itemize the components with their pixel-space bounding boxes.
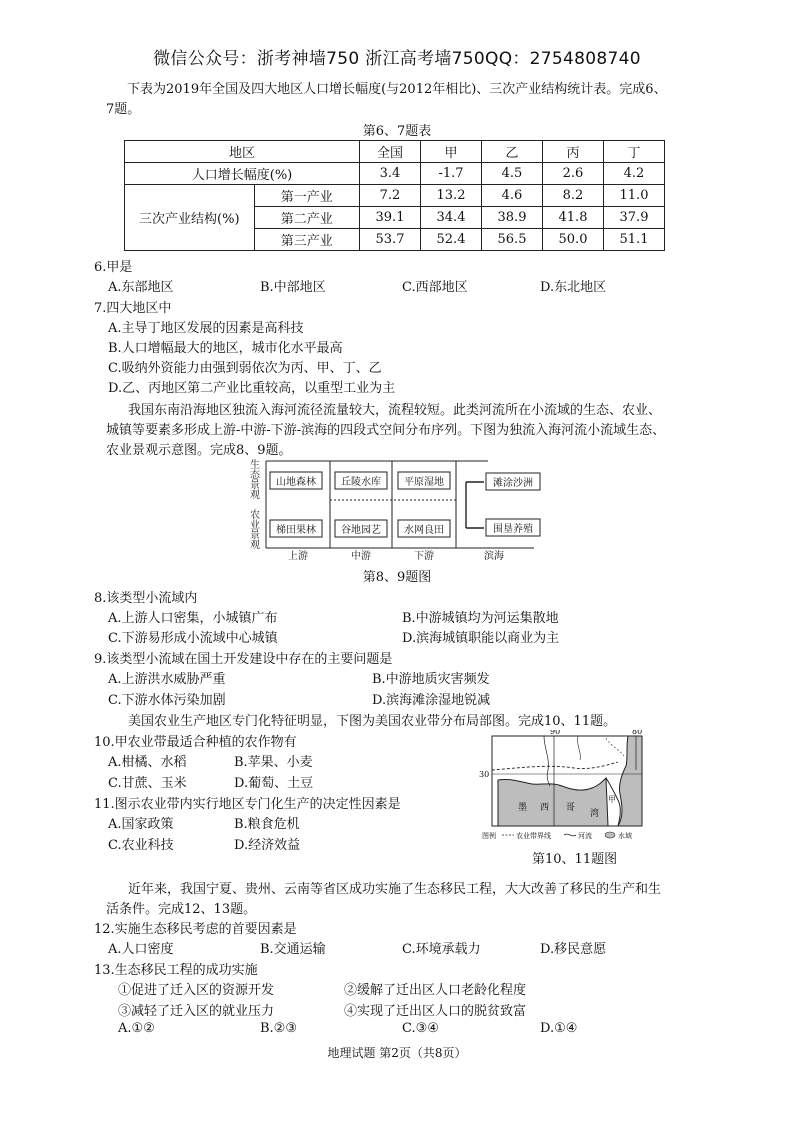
q13-option-d[interactable]: D.①④ bbox=[540, 1021, 578, 1036]
q7-option-d[interactable]: D.乙、丙地区第二产业比重较高，以重型工业为主 bbox=[108, 381, 396, 396]
pop-label: 人口增长幅度(%) bbox=[125, 163, 360, 185]
q6-option-a[interactable]: A.东部地区 bbox=[108, 280, 174, 295]
table-cell: 8.2 bbox=[543, 185, 604, 207]
box-hill-reservoir: 丘陵水库 bbox=[341, 477, 381, 488]
table-cell: 4.5 bbox=[482, 163, 543, 185]
q11-option-c[interactable]: C.农业科技 bbox=[108, 838, 174, 853]
q13-item-2: ②缓解了迁出区人口老龄化程度 bbox=[344, 983, 527, 998]
table-cell: 3.4 bbox=[360, 163, 421, 185]
table-cell: 50.0 bbox=[543, 229, 604, 251]
gulf-label: 墨 bbox=[518, 803, 528, 813]
q12-stem: 12.实施生态移民考虑的首要因素是 bbox=[94, 922, 297, 937]
table-head-bing: 丙 bbox=[543, 141, 604, 163]
stage-downstream: 下游 bbox=[414, 551, 434, 562]
q13-item-1: ①促进了迁入区的资源开发 bbox=[118, 983, 275, 998]
struct-label: 三次产业结构(%) bbox=[125, 185, 255, 251]
us-agricultural-belt-map bbox=[478, 730, 660, 842]
lat-30-label: 30 bbox=[479, 770, 490, 779]
table-cell: 11.0 bbox=[604, 185, 665, 207]
legend-river: 河流 bbox=[578, 832, 592, 840]
side-label-agri: 景 bbox=[250, 530, 260, 541]
q12-option-a[interactable]: A.人口密度 bbox=[108, 942, 174, 957]
q13-item-3: ③减轻了迁入区的就业压力 bbox=[118, 1004, 275, 1019]
lon-90-label: 90 bbox=[550, 730, 561, 736]
side-label-agri: 观 bbox=[250, 540, 260, 551]
q12-option-d[interactable]: D.移民意愿 bbox=[540, 942, 607, 957]
table-cell: 53.7 bbox=[360, 229, 421, 251]
q8-option-d[interactable]: D.滨海城镇职能以商业为主 bbox=[402, 631, 560, 646]
q6-stem: 6.甲是 bbox=[94, 260, 133, 275]
fig-10-11-caption: 第10、11题图 bbox=[532, 852, 618, 867]
q11-stem: 11.图示农业带内实行地区专门化生产的决定性因素是 bbox=[94, 797, 401, 812]
intro-6-7-line2: 7题。 bbox=[106, 102, 141, 117]
q7-option-c[interactable]: C.吸纳外资能力由强到弱依次为丙、甲、丁、乙 bbox=[108, 361, 382, 376]
q7-stem: 7.四大地区中 bbox=[94, 301, 172, 316]
box-tidal-flat: 滩涂沙洲 bbox=[493, 478, 533, 489]
box-valley-horticulture: 谷地园艺 bbox=[341, 525, 381, 536]
table-caption: 第6、7题表 bbox=[362, 124, 432, 139]
row-label: 第二产业 bbox=[254, 207, 359, 229]
legend-title: 图例 bbox=[482, 832, 496, 840]
population-industry-table bbox=[124, 140, 665, 251]
box-mountain-forest: 山地森林 bbox=[276, 477, 316, 488]
intro-8-9-line2: 城镇等要素多形成上游-中游-下游-滨海的四段式空间分布序列。下图为独流入海河流小流域生态、 bbox=[106, 423, 666, 438]
intro-6-7-line1: 下表为2019年全国及四大地区人口增长幅度(与2012年相比)、三次产业结构统计表。完成6、 bbox=[127, 82, 667, 97]
q9-option-c[interactable]: C.下游水体污染加剧 bbox=[108, 693, 226, 708]
side-label-eco: 景 bbox=[250, 480, 260, 491]
table-cell: -1.7 bbox=[421, 163, 482, 185]
table-head-yi: 乙 bbox=[482, 141, 543, 163]
table-cell: 4.6 bbox=[482, 185, 543, 207]
q10-option-a[interactable]: A.柑橘、水稻 bbox=[108, 755, 187, 770]
q9-stem: 9.该类型小流域在国土开发建设中存在的主要问题是 bbox=[94, 652, 393, 667]
stage-coast: 滨海 bbox=[484, 551, 504, 562]
q6-option-d[interactable]: D.东北地区 bbox=[540, 280, 607, 295]
q9-option-a[interactable]: A.上游洪水威胁严重 bbox=[108, 672, 226, 687]
q13-option-c[interactable]: C.③④ bbox=[402, 1021, 439, 1036]
table-row-primary bbox=[125, 185, 665, 207]
q6-option-c[interactable]: C.西部地区 bbox=[402, 280, 468, 295]
intro-8-9-line3: 农业景观示意图。完成8、9题。 bbox=[106, 443, 292, 458]
table-cell: 38.9 bbox=[482, 207, 543, 229]
side-label-eco: 观 bbox=[250, 490, 260, 501]
box-plain-wetland: 平原湿地 bbox=[404, 477, 444, 488]
q11-option-d[interactable]: D.经济效益 bbox=[234, 838, 301, 853]
table-cell: 4.2 bbox=[604, 163, 665, 185]
table-cell: 52.4 bbox=[421, 229, 482, 251]
q13-item-4: ④实现了迁出区人口的脱贫致富 bbox=[344, 1004, 527, 1019]
gulf-label: 西 bbox=[540, 803, 550, 813]
table-cell: 41.8 bbox=[543, 207, 604, 229]
lon-80-label: 80 bbox=[632, 730, 643, 736]
box-terrace-orchard: 梯田果林 bbox=[276, 525, 316, 536]
table-cell: 37.9 bbox=[604, 207, 665, 229]
side-label-eco: 生 bbox=[250, 460, 260, 471]
q8-option-a[interactable]: A.上游人口密集，小城镇广布 bbox=[108, 611, 278, 626]
side-label-agri: 农 bbox=[250, 510, 260, 521]
table-cell: 34.4 bbox=[421, 207, 482, 229]
q8-option-c[interactable]: C.下游易形成小流域中心城镇 bbox=[108, 631, 278, 646]
row-label: 第三产业 bbox=[254, 229, 359, 251]
table-head-national: 全国 bbox=[360, 141, 421, 163]
row-label: 第一产业 bbox=[254, 185, 359, 207]
side-label-eco: 态 bbox=[250, 470, 260, 481]
legend-belt-boundary: 农业带界线 bbox=[516, 832, 551, 840]
stage-upstream: 上游 bbox=[288, 551, 308, 562]
q7-option-b[interactable]: B.人口增幅最大的地区，城市化水平最高 bbox=[108, 341, 343, 356]
intro-12-13-line2: 活条件。完成12、13题。 bbox=[106, 902, 257, 917]
table-header-row bbox=[125, 141, 665, 163]
q9-option-d[interactable]: D.滨海滩涂湿地锐减 bbox=[372, 693, 491, 708]
q7-option-a[interactable]: A.主导丁地区发展的因素是高科技 bbox=[108, 321, 304, 336]
table-head-ding: 丁 bbox=[604, 141, 665, 163]
gulf-label: 湾 bbox=[590, 809, 600, 819]
intro-10-11: 美国农业生产地区专门化特征明显，下图为美国农业带分布局部图。完成10、11题。 bbox=[128, 714, 617, 729]
page-footer: 地理试题 第2页（共8页） bbox=[327, 1046, 467, 1060]
q11-option-a[interactable]: A.国家政策 bbox=[108, 817, 174, 832]
table-cell: 13.2 bbox=[421, 185, 482, 207]
q10-option-c[interactable]: C.甘蔗、玉米 bbox=[108, 776, 187, 791]
table-head-region: 地区 bbox=[125, 141, 360, 163]
table-cell: 51.1 bbox=[604, 229, 665, 251]
intro-8-9-line1: 我国东南沿海地区独流入海河流径流量较大，流程较短。此类河流所在小流域的生态、农业、 bbox=[128, 403, 662, 418]
q13-option-a[interactable]: A.①② bbox=[118, 1021, 155, 1036]
table-cell: 39.1 bbox=[360, 207, 421, 229]
belt-jia-label: 甲 bbox=[608, 795, 616, 804]
table-head-jia: 甲 bbox=[421, 141, 482, 163]
table-row-population bbox=[125, 163, 665, 185]
watermark-header: 微信公众号：浙考神墙750 浙江高考墙750QQ：2754808740 bbox=[153, 49, 641, 69]
box-reclamation-aquaculture: 围垦养殖 bbox=[493, 524, 533, 535]
q11-option-b[interactable]: B.粮食危机 bbox=[234, 817, 300, 832]
q13-stem: 13.生态移民工程的成功实施 bbox=[94, 963, 258, 978]
q10-stem: 10.甲农业带最适合种植的农作物有 bbox=[94, 735, 297, 750]
q9-option-b[interactable]: B.中游地质灾害频发 bbox=[372, 672, 490, 687]
q8-stem: 8.该类型小流域内 bbox=[94, 591, 198, 606]
table-cell: 2.6 bbox=[543, 163, 604, 185]
q6-option-b[interactable]: B.中部地区 bbox=[260, 280, 326, 295]
q10-option-b[interactable]: B.苹果、小麦 bbox=[234, 755, 313, 770]
stage-midstream: 中游 bbox=[351, 551, 371, 562]
side-label-agri: 业 bbox=[250, 520, 260, 531]
intro-12-13-line1: 近年来，我国宁夏、贵州、云南等省区成功实施了生态移民工程，大大改善了移民的生产和生 bbox=[128, 882, 662, 897]
table-cell: 56.5 bbox=[482, 229, 543, 251]
q12-option-c[interactable]: C.环境承载力 bbox=[402, 942, 481, 957]
legend-water: 水域 bbox=[618, 832, 632, 840]
table-cell: 7.2 bbox=[360, 185, 421, 207]
q10-option-d[interactable]: D.葡萄、土豆 bbox=[234, 776, 314, 791]
gulf-label: 哥 bbox=[566, 803, 576, 813]
watershed-landscape-diagram bbox=[246, 458, 546, 562]
q13-option-b[interactable]: B.②③ bbox=[260, 1021, 297, 1036]
fig-8-9-caption: 第8、9题图 bbox=[362, 570, 432, 585]
q12-option-b[interactable]: B.交通运输 bbox=[260, 942, 326, 957]
box-paddy-field: 水网良田 bbox=[404, 525, 444, 536]
q8-option-b[interactable]: B.中游城镇均为河运集散地 bbox=[402, 611, 559, 626]
